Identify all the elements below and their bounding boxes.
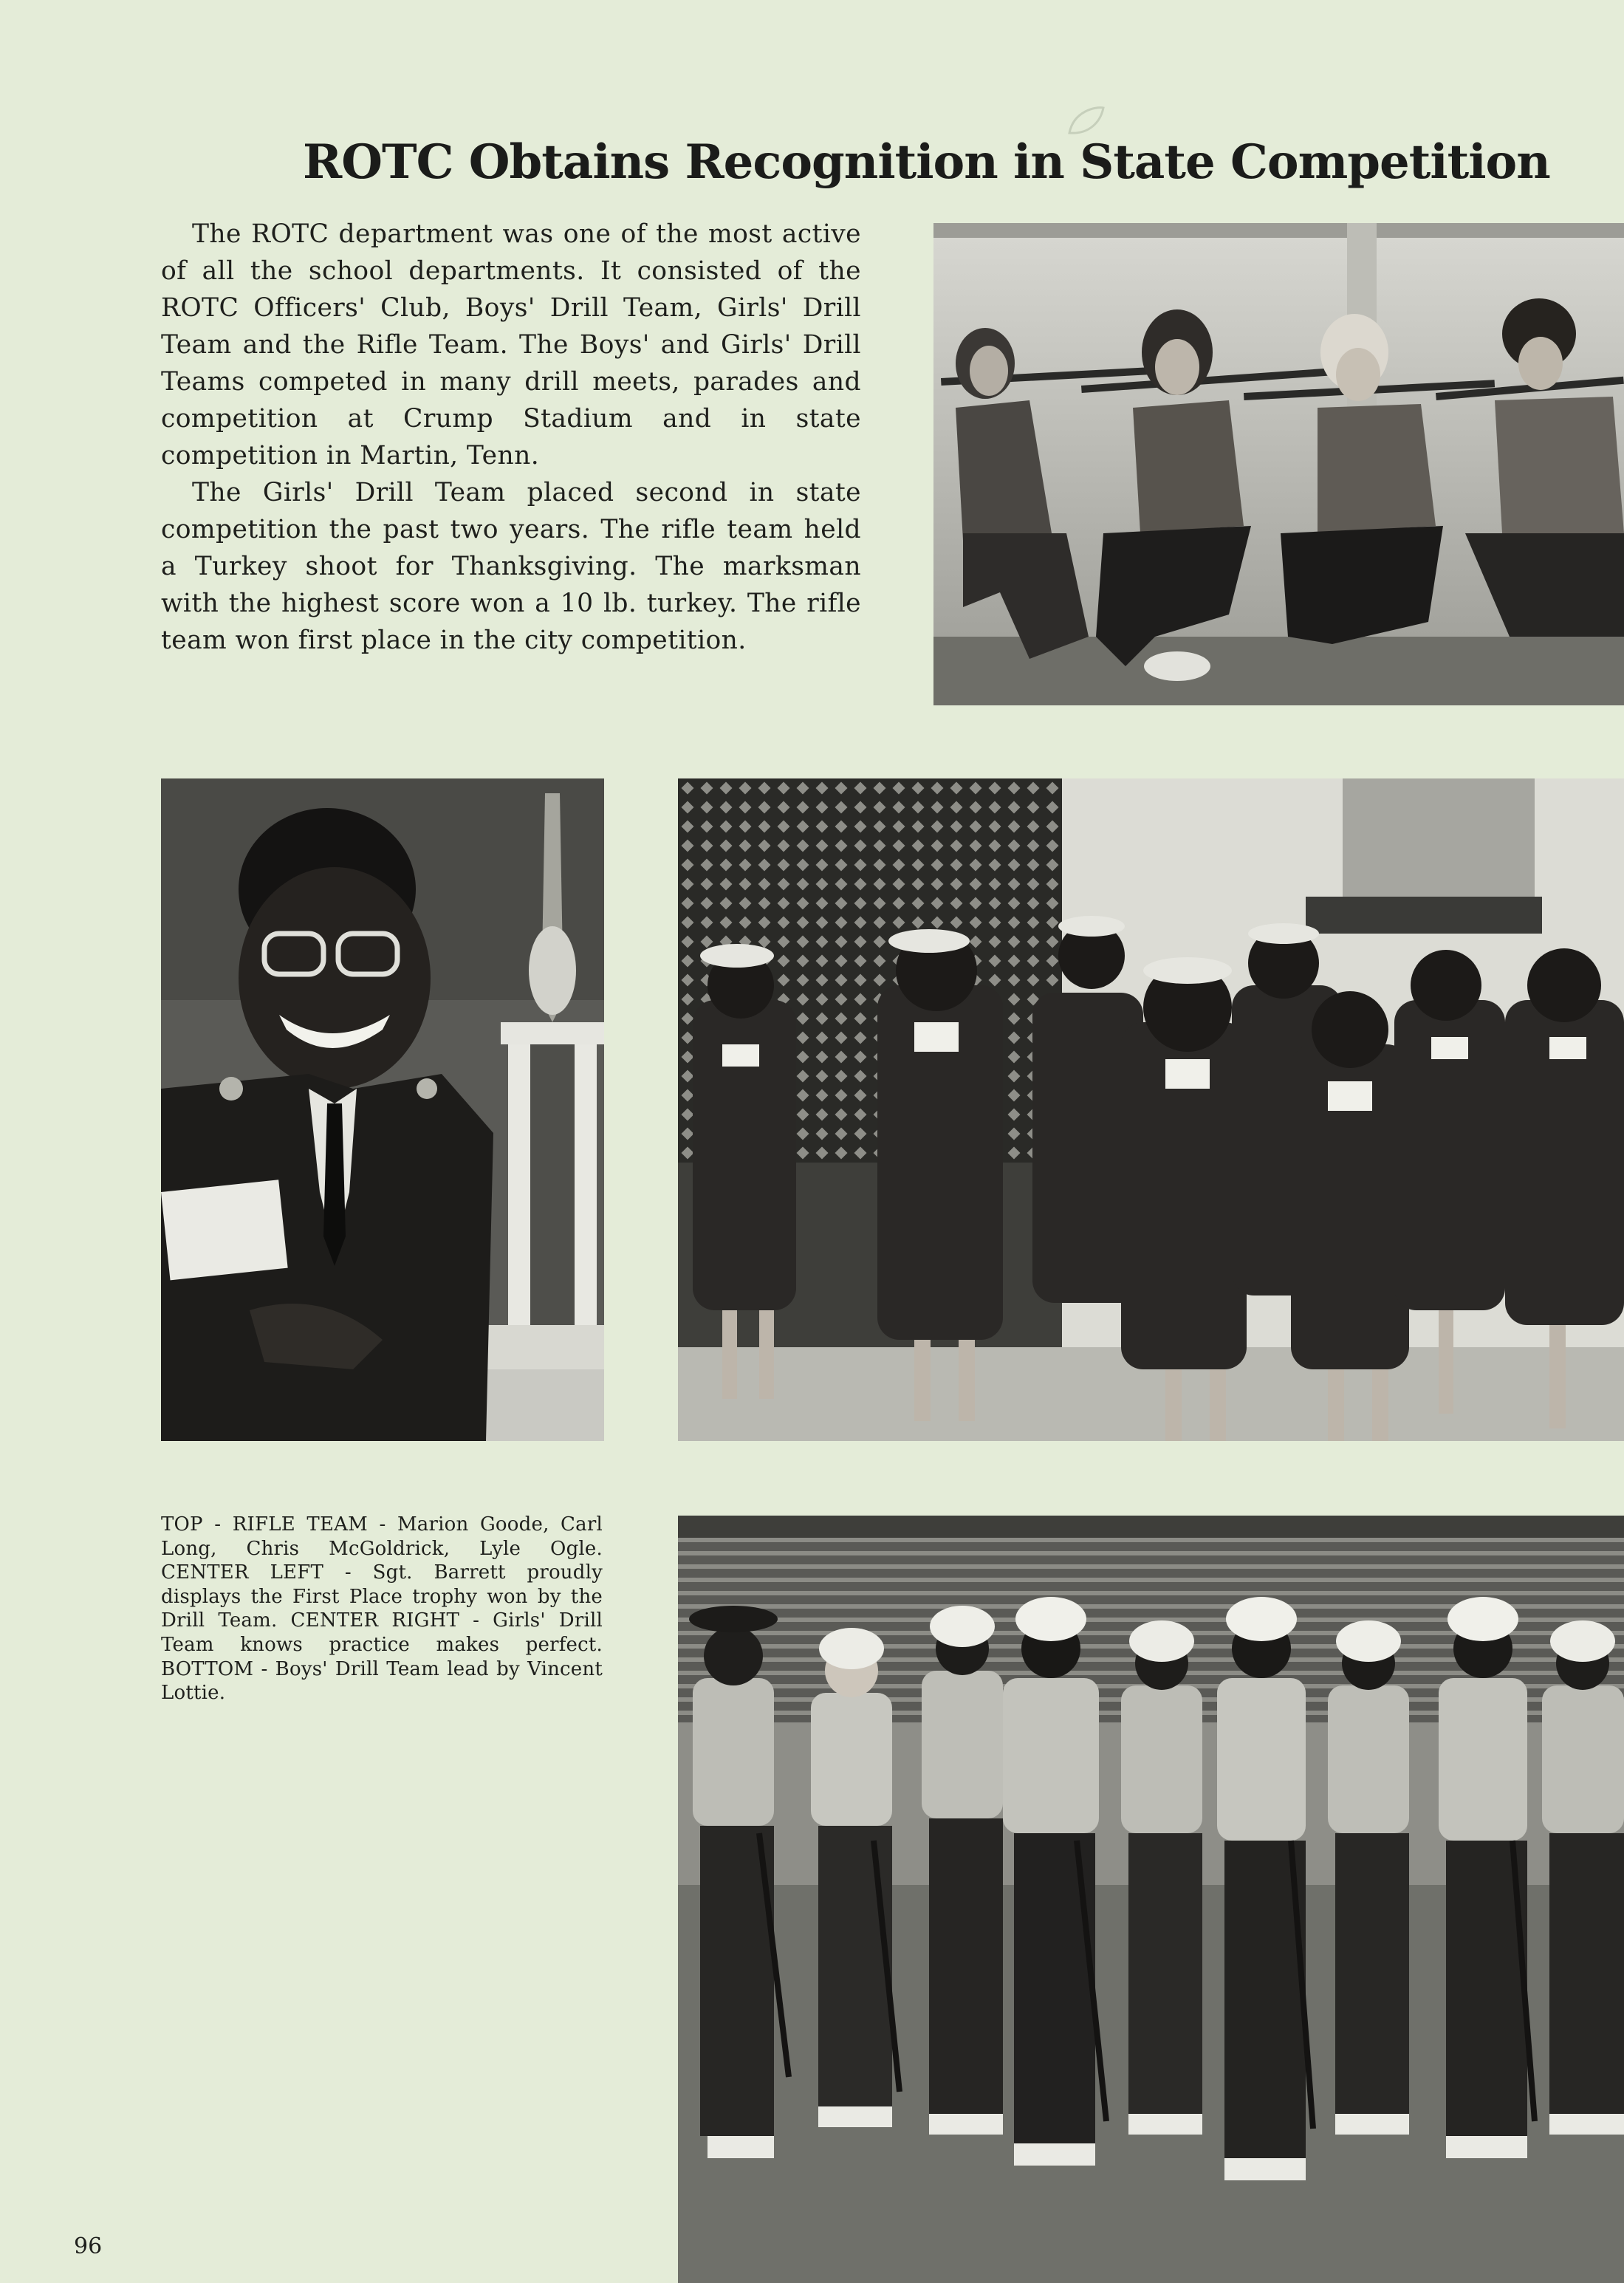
page-title: ROTC Obtains Recognition in State Competition [303,134,1550,190]
girls-drill-team-photo [678,778,1624,1441]
photo-caption: TOP - RIFLE TEAM - Marion Goode, Carl Long, Chris McGoldrick, Lyle Ogle. CENTER LEFT - Sgt. Barrett proudly displays the First Place trophy won by the Drill Team. CENTER RIGHT - Girls' Drill Team knows practice makes perfect. BOTTOM - Boys' Drill Team lead by Vincent Lottie. [161,1513,603,1705]
paragraph: The Girls' Drill Team placed second in state competition the past two years. The rifle team held a Turkey shoot for Thanksgiving. The marksman with the highest score won a 10 lb. turkey. The rifle team won first place in the city competition. [161,478,861,655]
boys-drill-team-photo [678,1516,1624,2283]
rifle-team-photo [933,223,1624,705]
paragraph: The ROTC department was one of the most active of all the school departments. It consisted of the ROTC Officers' Club, Boys' Drill Team, Girls' Drill Team and the Rifle Team. The Boys' and Girls' Drill Teams competed in many drill meets, parades and competition at Crump Stadium and in state competition in Martin, Tenn. [161,219,861,470]
leaf-watermark-icon [1066,103,1106,139]
article-body [161,216,861,659]
sergeant-trophy-photo [161,778,604,1441]
page-number: 96 [74,2234,103,2259]
